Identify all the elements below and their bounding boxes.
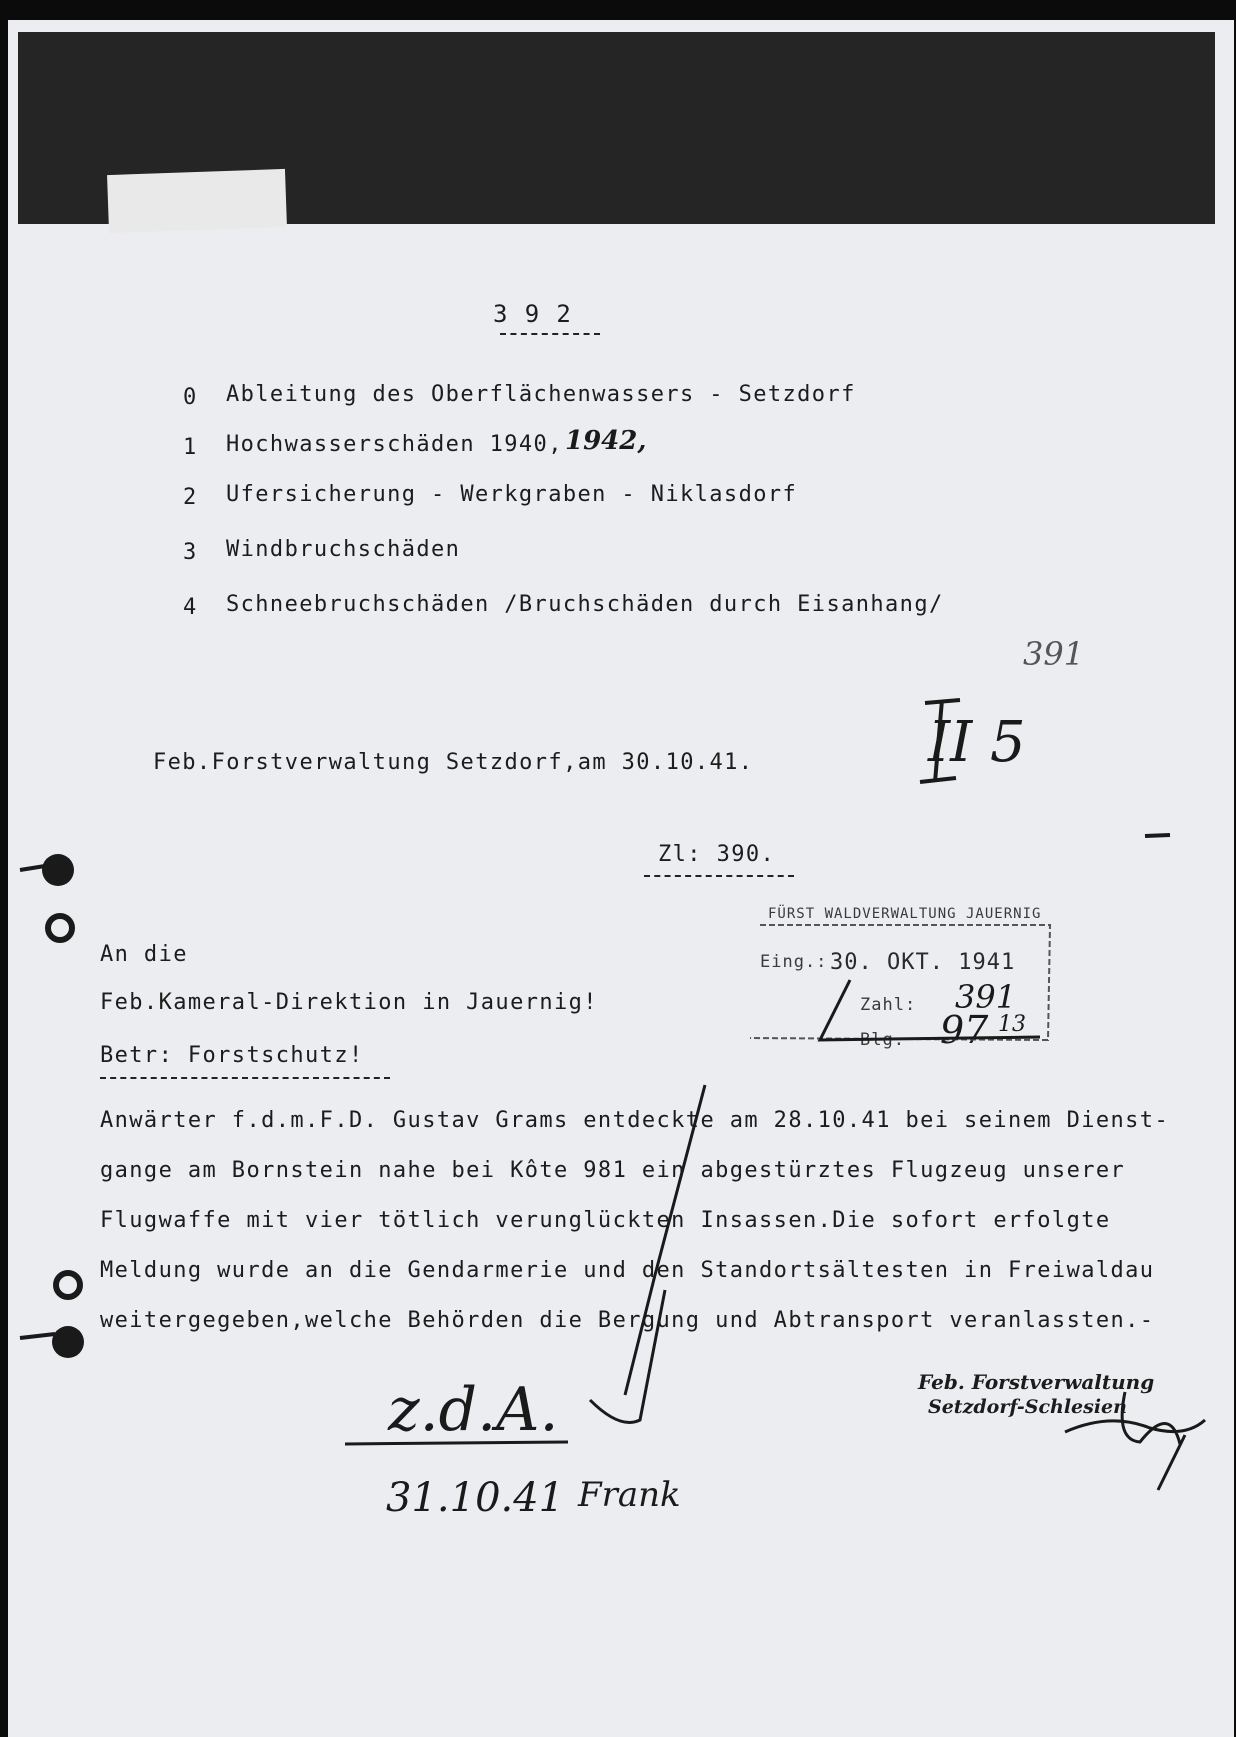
file-number: 3 9 2 <box>493 300 573 328</box>
stamp-blg-label: Blg. <box>860 1030 905 1050</box>
subject-line: Betr: Forstschutz! <box>100 1043 364 1068</box>
pen-slash-lower <box>590 1290 665 1423</box>
stamp-blg-sup: 13 <box>998 1012 1026 1037</box>
list-item-num: 0 <box>183 385 198 410</box>
stamp-blg: 97 <box>940 1008 989 1052</box>
list-item-text: Ufersicherung - Werkgraben - Niklasdorf <box>226 482 798 507</box>
recipient-line-2: Feb.Kameral-Direktion in Jauernig! <box>100 990 598 1015</box>
body-line: gange am Bornstein nahe bei Kôte 981 ein abgestürztes Flugzeug unserer <box>100 1158 1126 1183</box>
folio-mark: II 5 <box>928 710 1026 775</box>
signature-stamp-line-2: Setzdorf-Schlesien <box>928 1396 1127 1418</box>
punch-hole <box>48 916 72 940</box>
list-item-num: 1 <box>183 435 198 460</box>
pen-slash-upper <box>625 1085 705 1395</box>
body-line: Meldung wurde an die Gendarmerie und den Standortsältesten in Freiwaldau <box>100 1258 1155 1283</box>
handwritten-date: 31.10.41 <box>386 1475 565 1521</box>
reference-number: Zl: 390. <box>658 842 776 867</box>
list-item-text: Hochwasserschäden 1940, <box>226 432 563 457</box>
list-item-text: Ableitung des Oberflächenwassers - Setzdorf <box>226 382 856 407</box>
place-date-line: Feb.Forstverwaltung Setzdorf,am 30.10.41. <box>153 750 754 775</box>
stamp-header: FÜRST WALDVERWALTUNG JAUERNIG <box>768 906 1042 922</box>
list-item-num: 4 <box>183 595 198 620</box>
signature-squiggle <box>1065 1392 1205 1490</box>
stamp-pen-line <box>820 980 1040 1040</box>
list-item-text: Schneebruchschäden /Bruchschäden durch Eisanhang/ <box>226 592 944 617</box>
signature-stamp-line-1: Feb. Forstverwaltung <box>918 1370 1155 1394</box>
handwritten-year: 1942, <box>565 426 647 456</box>
body-line: weitergegeben,welche Behörden die Bergung und Abtransport veranlassten.- <box>100 1308 1155 1333</box>
list-item-num: 2 <box>183 485 198 510</box>
list-item-text: Windbruchschäden <box>226 537 461 562</box>
punch-hole <box>52 1326 84 1358</box>
stray-mark <box>1145 835 1170 836</box>
handwritten-initials: Frank <box>578 1475 681 1515</box>
stamp-date-label: Eing.: <box>760 952 828 972</box>
list-item-num: 3 <box>183 540 198 565</box>
stamp-zahl: 391 <box>955 978 1017 1016</box>
closing-underline <box>345 1442 568 1444</box>
punch-hole <box>56 1273 80 1297</box>
handwritten-zda: z.d.A. <box>388 1375 559 1445</box>
recipient-line-1: An die <box>100 942 188 967</box>
body-line: Flugwaffe mit vier tötlich verunglückten Insassen.Die sofort erfolgte <box>100 1208 1111 1233</box>
folio-stroke <box>920 700 960 782</box>
body-line: Anwärter f.d.m.F.D. Gustav Grams entdeckte am 28.10.41 bei seinem Dienst- <box>100 1108 1170 1133</box>
stamp-border <box>750 925 1050 1040</box>
stamp-date: 30. OKT. 1941 <box>830 950 1016 975</box>
punch-hole <box>42 854 74 886</box>
margin-note: 391 <box>1023 635 1085 673</box>
stamp-zahl-label: Zahl: <box>860 995 917 1015</box>
